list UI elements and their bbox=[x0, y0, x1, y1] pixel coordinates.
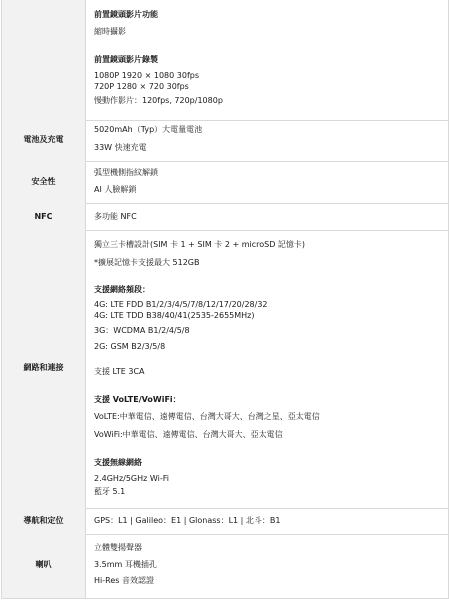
spec-line: 2G: GSM B2/3/5/8 bbox=[94, 342, 166, 351]
spec-line: 720P 1280 × 720 30fps bbox=[94, 82, 189, 91]
spec-heading: 支援 VoLTE/VoWiFi： bbox=[94, 395, 181, 404]
spec-heading: 前置鏡頭影片錄製 bbox=[94, 55, 158, 64]
spec-line: 縮時攝影 bbox=[94, 27, 126, 36]
spec-row-security bbox=[2, 161, 448, 204]
spec-line: AI 人臉解鎖 bbox=[94, 185, 137, 194]
spec-line: GPS：L1 | Galileo：E1 | Glonass：L1 | 北斗：B1 bbox=[94, 516, 281, 525]
row-label-nfc: NFC bbox=[34, 212, 53, 221]
spec-line: 多功能 NFC bbox=[94, 212, 137, 221]
spec-line: 3.5mm 耳機插孔 bbox=[94, 560, 157, 569]
spec-line: VoLTE:中華電信、遠傳電信、台灣大哥大、台灣之星、亞太電信 bbox=[94, 412, 320, 421]
spec-row-navigation bbox=[2, 508, 448, 535]
spec-table bbox=[1, 0, 449, 599]
row-label-security: 安全性 bbox=[31, 177, 56, 186]
spec-line: Hi-Res 音效認證 bbox=[94, 576, 154, 585]
spec-line: 慢動作影片：120fps, 720p/1080p bbox=[94, 96, 223, 105]
spec-row-front-camera-video bbox=[2, 0, 448, 121]
row-label-cell bbox=[2, 0, 86, 120]
spec-line: *擴展記憶卡支援最大 512GB bbox=[94, 258, 200, 267]
spec-row-battery bbox=[2, 120, 448, 162]
spec-heading: 支援網絡頻段： bbox=[94, 285, 150, 294]
spec-heading: 前置鏡頭影片功能 bbox=[94, 10, 158, 19]
row-label-speaker: 喇叭 bbox=[35, 560, 52, 569]
spec-line: 4G: LTE FDD B1/2/3/4/5/7/8/12/17/20/28/32 bbox=[94, 300, 268, 309]
spec-row-nfc bbox=[2, 203, 448, 231]
spec-line: 1080P 1920 × 1080 30fps bbox=[94, 71, 200, 80]
spec-line: 獨立三卡槽設計(SIM 卡 1 + SIM 卡 2 + microSD 記憶卡) bbox=[94, 240, 306, 249]
spec-line: 3G：WCDMA B1/2/4/5/8 bbox=[94, 326, 190, 335]
spec-row-speaker bbox=[2, 534, 448, 599]
spec-line: 33W 快速充電 bbox=[94, 143, 147, 152]
row-label-battery: 電池及充電 bbox=[23, 135, 64, 144]
spec-heading: 支援無線網絡 bbox=[94, 458, 142, 467]
spec-line: 立體雙揚聲器 bbox=[94, 543, 142, 552]
spec-line: 藍牙 5.1 bbox=[94, 487, 126, 496]
row-label-navigation: 導航和定位 bbox=[23, 516, 64, 525]
spec-line: 5020mAh（Typ）大電量電池 bbox=[94, 125, 203, 134]
spec-line: 弧型機側指紋解鎖 bbox=[94, 168, 158, 177]
spec-line: VoWiFi:中華電信、遠傳電信、台灣大哥大、亞太電信 bbox=[94, 430, 283, 439]
spec-line: 支援 LTE 3CA bbox=[94, 367, 145, 376]
spec-line: 2.4GHz/5GHz Wi-Fi bbox=[94, 474, 169, 483]
spec-line: 4G: LTE TDD B38/40/41(2535-2655MHz) bbox=[94, 311, 255, 320]
spec-row-network bbox=[2, 230, 448, 509]
row-label-network: 網路和連接 bbox=[23, 363, 64, 372]
